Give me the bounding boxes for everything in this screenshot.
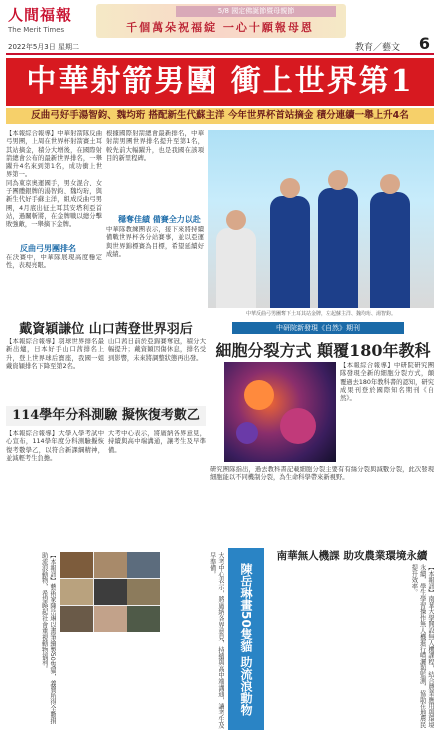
- promo-banner[interactable]: [96, 4, 346, 38]
- cat-painting: [127, 579, 160, 605]
- exam-headline: 114學年分科測驗 擬恢復考數乙: [6, 406, 206, 426]
- person-figure: [370, 192, 410, 308]
- science-kicker: 中研院新發現《自然》期刊: [232, 322, 404, 334]
- cell-shape: [236, 422, 258, 444]
- cat-painting: [94, 579, 127, 605]
- cat-painting: [127, 552, 160, 578]
- logo-english: The Merit Times: [8, 26, 65, 34]
- article-paragraph: 大考中心表示，將廣納各界意見，持續與高中端溝通，讓考生及早準備。: [108, 430, 206, 454]
- drone-headline: 南華無人機課 助攻農業環境永續: [276, 550, 428, 562]
- person-figure: [216, 228, 256, 308]
- badminton-headline: 戴資穎謙位 山口茜登世界羽后: [19, 322, 193, 337]
- article-paragraph: 山口茜日前於亞錦賽奪冠，積分大幅提升；戴資穎因傷休息，排名受到影響，未來將調整狀態再出發。: [108, 338, 206, 362]
- article-paragraph: 同為東京奧運國手，男女混合、女子團體銀牌的湯智鈞、魏均珩，與新生代好手蘇主洋，組成反曲弓男團，4月底出征土耳其安塔利亞首站，過關斬將，在金牌戰以總分擊敗強敵，一舉摘下金牌。: [6, 179, 102, 229]
- subheading-ranking: 反曲弓男團排名: [20, 244, 76, 253]
- article-cats-vertical-right: [164, 552, 224, 730]
- cell-shape: [244, 380, 274, 410]
- masthead-divider: [6, 53, 434, 55]
- article-paragraph: 【本報訊】藝術家陳岳琳以畫筆繪製50隻貓，義賣所得全數捐助流浪動物，希望喚起社會重視動物福利。: [40, 552, 56, 724]
- article-paragraph: 【本報訊】南華大學開設無人機課程，結合農業應用與環境永續，學生學習操作無人機進行噴灑與監測，協助在地農民提升效率。: [410, 564, 434, 728]
- cell-shape: [280, 408, 316, 444]
- page-number: 6: [418, 34, 430, 53]
- article-paragraph: 【本報綜合報導】中研院研究團隊發現全新的細胞分裂方式，顛覆過去180年教科書的認知，研究成果刊登於國際知名期刊《自然》。: [340, 362, 434, 403]
- logo-chinese: 人間福報: [8, 6, 73, 24]
- article-paragraph: 根據國際射箭總會最新排名，中華射箭男團世界排名提升至第1名，較先前大幅躍升，也是我國在該項目的新里程碑。: [106, 130, 204, 162]
- main-headline: 中華射箭男團 衝上世界第1: [6, 58, 434, 106]
- cat-painting: [94, 606, 127, 632]
- section-label: 教育／藝文: [354, 43, 400, 53]
- article-paragraph: 在決賽中，中華隊展現高度穩定性，表現亮眼。: [6, 254, 102, 270]
- cats-vertical-headline: 陳岳琳畫50隻貓 助流浪動物: [228, 548, 264, 730]
- promo-top-text: 5/8 國定佛誕節暨母親節: [176, 6, 336, 17]
- main-subhead: 反曲弓好手湯智鈞、魏均珩 搭配新生代蘇主洋 今年世界杯首站摘金 積分連續一舉上升4名: [6, 108, 434, 124]
- promo-main-text: 千個萬朵祝福綻 一心十願報母恩: [126, 21, 314, 34]
- article-badminton-col1: [6, 338, 104, 402]
- cat-paintings-photo: [60, 552, 160, 632]
- cat-painting: [60, 579, 93, 605]
- article-science-col2: [210, 466, 434, 542]
- article-drone-vertical: [268, 564, 434, 730]
- science-headline: 細胞分裂方式 顛覆180年教科: [215, 341, 431, 360]
- article-paragraph: 【本報綜合報導】中華射箭隊反曲弓男團，上周在世界杯射箭賽土耳其站摘金，積分大增後，在國際射箭總會公布的最新世界排名，一舉躍升4名來到第1名，成功衝上世界第一。: [6, 130, 102, 179]
- article-paragraph: 研究團隊指出，過去教科書記載細胞分裂主要有有絲分裂與減數分裂，此次發現細胞能以不同機制分裂，為生命科學帶來新視野。: [210, 466, 434, 482]
- article-archery-col2b: [106, 226, 204, 312]
- issue-date: 2022年5月3日 星期二: [8, 43, 79, 51]
- person-figure: [270, 196, 310, 308]
- article-exam-col2: [108, 430, 206, 544]
- article-science-col1: [340, 362, 434, 462]
- article-paragraph: 【本報綜合報導】大學入學考試中心宣布，114學年度分科測驗擬恢復考數學乙，以符合新課綱精神，並減輕考生負擔。: [6, 430, 104, 462]
- masthead: [0, 0, 440, 56]
- person-figure: [318, 188, 358, 308]
- article-archery-col1: [6, 130, 102, 240]
- article-badminton-col2: [108, 338, 206, 402]
- article-exam-col1: [6, 430, 104, 544]
- article-paragraph: 中華隊教練團表示，接下來將持續備戰世界杯各分站賽事，並以亞運與世界錦標賽為目標，希望延續好成績。: [106, 226, 204, 258]
- cat-painting: [60, 552, 93, 578]
- article-cats-vertical-left: [6, 552, 56, 730]
- cat-painting: [127, 606, 160, 632]
- article-paragraph: 【本報綜合報導】羽球世界排名最新出爐，日本好手山口茜排名上升，登上世界球后寶座，我國一姐戴資穎排名下降至第2名。: [6, 338, 104, 370]
- article-paragraph: 大考中心表示，將廣納各界意見，持續與高中端溝通，讓考生及早準備。: [208, 552, 224, 729]
- subheading-prepare: 穩奪佳績 備賽全力以赴: [118, 215, 201, 224]
- archery-team-photo: [208, 130, 434, 308]
- article-archery-col2: [106, 130, 204, 210]
- cat-painting: [94, 552, 127, 578]
- photo-caption: 中華反曲弓男團奪下土耳其站金牌，左起蘇主洋、魏均珩、湯智鈞。: [245, 311, 396, 317]
- cat-painting: [60, 606, 93, 632]
- cell-division-image: [224, 362, 336, 462]
- newspaper-logo[interactable]: [8, 4, 80, 34]
- article-archery-col1b: [6, 254, 102, 312]
